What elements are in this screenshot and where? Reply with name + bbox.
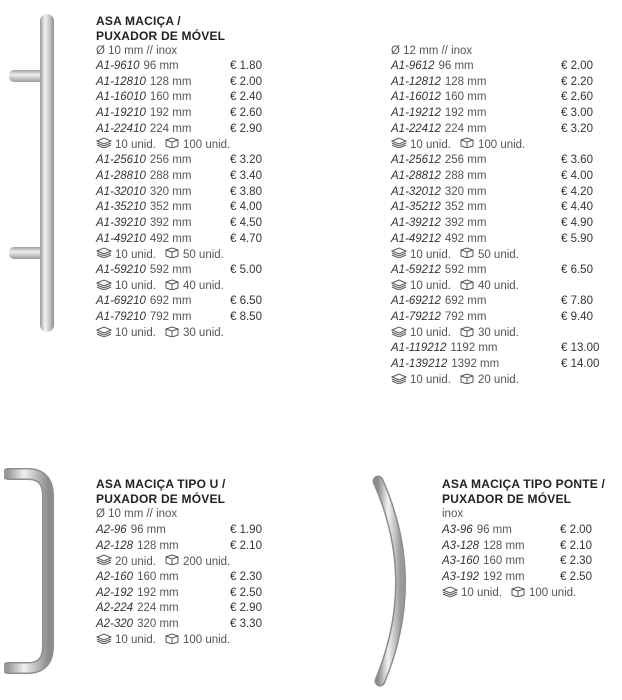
package-stack-icon bbox=[391, 326, 410, 343]
box-pack-qty: 200 unid. bbox=[182, 555, 231, 568]
product-code: A1-16012 bbox=[391, 91, 441, 104]
product-code: A1-32012 bbox=[391, 185, 441, 198]
product-size: 192 mm bbox=[444, 107, 487, 120]
product-code: A1-49210 bbox=[96, 232, 146, 245]
product-row bbox=[96, 75, 276, 91]
product-code: A1-35210 bbox=[96, 201, 146, 214]
product-code: A2-192 bbox=[96, 586, 134, 599]
product-row bbox=[96, 200, 276, 216]
product-price: € 7.80 bbox=[561, 295, 593, 308]
product-row bbox=[391, 216, 613, 232]
small-pack-qty: 10 unid. bbox=[410, 280, 451, 293]
product-row bbox=[391, 357, 613, 373]
product-code: A1-28810 bbox=[96, 169, 146, 182]
box-icon bbox=[164, 247, 183, 264]
product-row bbox=[96, 310, 276, 326]
product-price: € 2.50 bbox=[230, 586, 262, 599]
product-price: € 2.90 bbox=[230, 602, 262, 615]
product-row bbox=[391, 263, 613, 279]
packaging-row bbox=[442, 586, 612, 602]
product-row bbox=[96, 216, 276, 232]
product-size: 692 mm bbox=[444, 295, 487, 308]
a2-title-line-1: ASA MACIÇA TIPO U / bbox=[96, 477, 226, 491]
product-size: 492 mm bbox=[444, 232, 487, 245]
small-pack-qty: 10 unid. bbox=[410, 374, 451, 387]
box-icon bbox=[510, 586, 529, 603]
product-price: € 2.40 bbox=[230, 91, 262, 104]
a3-subtitle: inox bbox=[442, 508, 464, 520]
small-pack-qty: 10 unid. bbox=[410, 327, 451, 340]
product-code: A1-32010 bbox=[96, 185, 146, 198]
box-icon bbox=[164, 633, 183, 650]
product-code: A1-25612 bbox=[391, 154, 441, 167]
product-size: 128 mm bbox=[137, 539, 179, 552]
product-row bbox=[391, 122, 613, 138]
small-pack-qty: 10 unid. bbox=[410, 248, 451, 261]
product-code: A1-28812 bbox=[391, 169, 441, 182]
product-code: A3-96 bbox=[442, 524, 473, 536]
product-size: 192 mm bbox=[149, 107, 192, 120]
product-code: A1-12812 bbox=[391, 75, 441, 88]
box-icon bbox=[459, 137, 478, 154]
product-size: 592 mm bbox=[149, 263, 192, 276]
product-price: € 8.50 bbox=[230, 311, 262, 323]
product-code: A3-128 bbox=[442, 539, 480, 552]
packaging-row bbox=[96, 554, 276, 570]
product-row bbox=[96, 539, 276, 555]
product-price: € 2.60 bbox=[230, 107, 262, 120]
product-code: A3-192 bbox=[442, 571, 480, 584]
product-price: € 2.90 bbox=[230, 122, 262, 135]
product-code: A1-69210 bbox=[96, 295, 146, 308]
box-icon bbox=[164, 137, 183, 154]
product-price: € 6.50 bbox=[561, 263, 593, 276]
product-price: € 2.00 bbox=[230, 75, 262, 88]
product-price: € 3.30 bbox=[230, 618, 262, 631]
product-size: 192 mm bbox=[137, 586, 179, 599]
package-stack-icon bbox=[96, 326, 115, 343]
product-size: 288 mm bbox=[149, 169, 192, 182]
product-code: A1-16010 bbox=[96, 91, 146, 104]
product-size: 224 mm bbox=[444, 122, 487, 135]
product-price: € 2.00 bbox=[560, 524, 592, 536]
product-row bbox=[96, 90, 276, 106]
product-code: A1-119212 bbox=[391, 342, 447, 355]
product-code: A1-79212 bbox=[391, 311, 441, 323]
package-stack-icon bbox=[391, 279, 410, 296]
box-pack-qty: 40 unid. bbox=[182, 280, 224, 293]
a2-title bbox=[96, 477, 226, 507]
box-icon bbox=[459, 247, 478, 264]
packaging-row bbox=[96, 326, 276, 342]
product-price: € 2.10 bbox=[230, 539, 262, 552]
package-stack-icon bbox=[96, 554, 115, 571]
product-size: 320 mm bbox=[149, 185, 192, 198]
product-price: € 3.00 bbox=[561, 107, 593, 120]
product-row bbox=[391, 294, 613, 310]
product-price: € 6.50 bbox=[230, 295, 262, 308]
package-stack-icon bbox=[96, 633, 115, 650]
product-price: € 4.90 bbox=[561, 216, 593, 229]
product-row bbox=[96, 169, 276, 185]
product-size: 192 mm bbox=[483, 571, 525, 584]
product-row bbox=[391, 169, 613, 185]
product-price: € 4.20 bbox=[561, 185, 593, 198]
product-size: 224 mm bbox=[137, 602, 179, 615]
product-row bbox=[96, 586, 276, 602]
product-code: A1-139212 bbox=[391, 358, 448, 371]
product-price: € 3.80 bbox=[230, 185, 262, 198]
small-pack-qty: 10 unid. bbox=[410, 138, 451, 151]
product-price: € 3.20 bbox=[561, 122, 593, 135]
package-stack-icon bbox=[96, 247, 115, 264]
product-price: € 13.00 bbox=[561, 342, 600, 355]
product-size: 160 mm bbox=[444, 91, 487, 104]
product-code: A1-12810 bbox=[96, 75, 146, 88]
package-stack-icon bbox=[96, 279, 115, 296]
a3-list bbox=[442, 523, 612, 601]
a1-title-line-2: PUXADOR DE MÓVEL bbox=[96, 29, 226, 43]
product-price: € 4.40 bbox=[561, 201, 593, 214]
product-size: 1392 mm bbox=[451, 358, 500, 371]
product-code: A1-59212 bbox=[391, 263, 441, 276]
a3-bridge-handle-image bbox=[368, 475, 418, 690]
box-pack-qty: 40 unid. bbox=[477, 280, 519, 293]
package-stack-icon bbox=[391, 137, 410, 154]
a1-title bbox=[96, 14, 225, 44]
product-price: € 5.00 bbox=[230, 263, 262, 276]
box-icon bbox=[459, 326, 478, 343]
product-price: € 1.90 bbox=[230, 524, 262, 536]
product-size: 96 mm bbox=[438, 60, 474, 72]
product-row bbox=[96, 601, 276, 617]
a3-title-line-2: PUXADOR DE MÓVEL bbox=[442, 492, 572, 506]
box-icon bbox=[164, 326, 183, 343]
packaging-row bbox=[96, 633, 276, 649]
box-pack-qty: 30 unid. bbox=[182, 327, 224, 340]
package-stack-icon bbox=[96, 137, 115, 154]
product-size: 592 mm bbox=[444, 263, 487, 276]
product-row bbox=[391, 90, 613, 106]
package-stack-icon bbox=[391, 373, 410, 390]
product-code: A1-79210 bbox=[96, 311, 146, 323]
product-price: € 2.10 bbox=[560, 539, 592, 552]
product-size: 792 mm bbox=[149, 311, 192, 323]
product-size: 256 mm bbox=[149, 154, 192, 167]
product-row bbox=[391, 341, 613, 357]
product-row bbox=[96, 263, 276, 279]
small-pack-qty: 10 unid. bbox=[115, 138, 156, 151]
product-price: € 3.20 bbox=[230, 154, 262, 167]
product-code: A2-160 bbox=[96, 571, 134, 584]
product-size: 1192 mm bbox=[450, 342, 498, 355]
product-row bbox=[391, 310, 613, 326]
a1-col10-list bbox=[96, 59, 276, 341]
product-size: 692 mm bbox=[149, 295, 192, 308]
product-code: A1-9610 bbox=[96, 60, 140, 72]
product-size: 352 mm bbox=[149, 201, 192, 214]
product-price: € 9.40 bbox=[561, 311, 593, 323]
packaging-row bbox=[96, 279, 276, 295]
product-price: € 4.50 bbox=[230, 216, 262, 229]
product-row bbox=[391, 153, 613, 169]
product-code: A3-160 bbox=[442, 555, 480, 568]
package-stack-icon bbox=[442, 586, 461, 603]
box-icon bbox=[459, 373, 478, 390]
product-price: € 3.40 bbox=[230, 169, 262, 182]
product-row bbox=[442, 570, 612, 586]
product-price: € 4.00 bbox=[230, 201, 262, 214]
product-code: A1-19210 bbox=[96, 107, 146, 120]
product-size: 320 mm bbox=[137, 618, 179, 631]
a1-col12-list bbox=[391, 59, 613, 388]
product-code: A1-39210 bbox=[96, 216, 146, 229]
box-icon bbox=[164, 554, 183, 571]
a1-bar-handle-image bbox=[6, 12, 64, 337]
product-size: 392 mm bbox=[444, 216, 487, 229]
product-price: € 1.80 bbox=[230, 60, 262, 72]
product-size: 160 mm bbox=[483, 555, 525, 568]
a3-title-line-1: ASA MACIÇA TIPO PONTE / bbox=[442, 477, 606, 491]
box-pack-qty: 100 unid. bbox=[182, 634, 231, 647]
product-row bbox=[96, 185, 276, 201]
product-row bbox=[442, 554, 612, 570]
a1-title-line-1: ASA MACIÇA / bbox=[96, 14, 181, 28]
product-size: 96 mm bbox=[476, 524, 512, 536]
product-size: 392 mm bbox=[149, 216, 192, 229]
box-pack-qty: 100 unid. bbox=[182, 138, 231, 151]
product-size: 128 mm bbox=[444, 75, 487, 88]
box-pack-qty: 20 unid. bbox=[477, 374, 519, 387]
product-row bbox=[391, 75, 613, 91]
product-size: 160 mm bbox=[137, 571, 179, 584]
box-pack-qty: 100 unid. bbox=[477, 138, 526, 151]
product-price: € 4.70 bbox=[230, 232, 262, 245]
product-price: € 2.30 bbox=[560, 555, 592, 568]
product-code: A1-49212 bbox=[391, 232, 441, 245]
product-code: A1-39212 bbox=[391, 216, 441, 229]
product-price: € 3.60 bbox=[561, 154, 593, 167]
product-code: A1-25610 bbox=[96, 154, 146, 167]
product-price: € 14.00 bbox=[561, 358, 600, 371]
product-row bbox=[96, 523, 276, 539]
box-pack-qty: 100 unid. bbox=[528, 587, 577, 600]
a2-subtitle: Ø 10 mm // inox bbox=[96, 508, 178, 520]
small-pack-qty: 10 unid. bbox=[115, 634, 156, 647]
packaging-row bbox=[391, 137, 613, 153]
small-pack-qty: 10 unid. bbox=[115, 248, 156, 261]
a2-title-line-2: PUXADOR DE MÓVEL bbox=[96, 492, 226, 506]
box-pack-qty: 30 unid. bbox=[477, 327, 519, 340]
product-size: 160 mm bbox=[149, 91, 192, 104]
product-price: € 2.50 bbox=[560, 571, 592, 584]
product-size: 352 mm bbox=[444, 201, 487, 214]
product-price: € 5.90 bbox=[561, 232, 593, 245]
product-row bbox=[96, 59, 276, 75]
product-size: 320 mm bbox=[444, 185, 487, 198]
product-row bbox=[96, 106, 276, 122]
box-pack-qty: 50 unid. bbox=[182, 248, 224, 261]
a3-title bbox=[442, 477, 605, 507]
a2-list bbox=[96, 523, 276, 649]
product-row bbox=[96, 294, 276, 310]
product-size: 224 mm bbox=[149, 122, 192, 135]
product-size: 256 mm bbox=[444, 154, 487, 167]
product-code: A2-96 bbox=[96, 524, 127, 536]
product-size: 128 mm bbox=[149, 75, 192, 88]
small-pack-qty: 10 unid. bbox=[115, 280, 156, 293]
product-price: € 2.20 bbox=[561, 75, 593, 88]
packaging-row bbox=[391, 279, 613, 295]
product-code: A1-22412 bbox=[391, 122, 441, 135]
small-pack-qty: 10 unid. bbox=[115, 327, 156, 340]
packaging-row bbox=[391, 373, 613, 389]
product-size: 492 mm bbox=[149, 232, 192, 245]
product-code: A1-9612 bbox=[391, 60, 435, 72]
product-code: A2-320 bbox=[96, 618, 134, 631]
product-code: A2-128 bbox=[96, 539, 134, 552]
product-row bbox=[96, 570, 276, 586]
product-code: A1-19212 bbox=[391, 107, 441, 120]
product-price: € 2.60 bbox=[561, 91, 593, 104]
product-row bbox=[391, 232, 613, 248]
product-row bbox=[391, 200, 613, 216]
product-code: A1-69212 bbox=[391, 295, 441, 308]
product-size: 792 mm bbox=[444, 311, 487, 323]
small-pack-qty: 20 unid. bbox=[115, 555, 156, 568]
product-size: 96 mm bbox=[130, 524, 166, 536]
a1-col10-subtitle: Ø 10 mm // inox bbox=[96, 45, 178, 57]
packaging-row bbox=[96, 247, 276, 263]
a2-u-handle-image bbox=[4, 464, 60, 679]
product-row bbox=[442, 539, 612, 555]
product-row bbox=[442, 523, 612, 539]
product-price: € 2.30 bbox=[230, 571, 262, 584]
product-row bbox=[391, 106, 613, 122]
product-price: € 4.00 bbox=[561, 169, 593, 182]
product-row bbox=[96, 232, 276, 248]
product-size: 96 mm bbox=[143, 60, 179, 72]
product-size: 128 mm bbox=[483, 539, 525, 552]
box-icon bbox=[459, 279, 478, 296]
product-row bbox=[96, 153, 276, 169]
product-size: 288 mm bbox=[444, 169, 487, 182]
package-stack-icon bbox=[391, 247, 410, 264]
product-row bbox=[391, 59, 613, 75]
product-row bbox=[96, 122, 276, 138]
packaging-row bbox=[391, 247, 613, 263]
product-row bbox=[391, 185, 613, 201]
box-icon bbox=[164, 279, 183, 296]
product-code: A1-35212 bbox=[391, 201, 441, 214]
product-price: € 2.00 bbox=[561, 60, 593, 72]
box-pack-qty: 50 unid. bbox=[477, 248, 519, 261]
product-code: A1-59210 bbox=[96, 263, 146, 276]
product-code: A2-224 bbox=[96, 602, 134, 615]
a1-col12-subtitle: Ø 12 mm // inox bbox=[391, 45, 473, 57]
packaging-row bbox=[391, 326, 613, 342]
packaging-row bbox=[96, 137, 276, 153]
small-pack-qty: 10 unid. bbox=[461, 587, 502, 600]
product-code: A1-22410 bbox=[96, 122, 146, 135]
product-row bbox=[96, 617, 276, 633]
